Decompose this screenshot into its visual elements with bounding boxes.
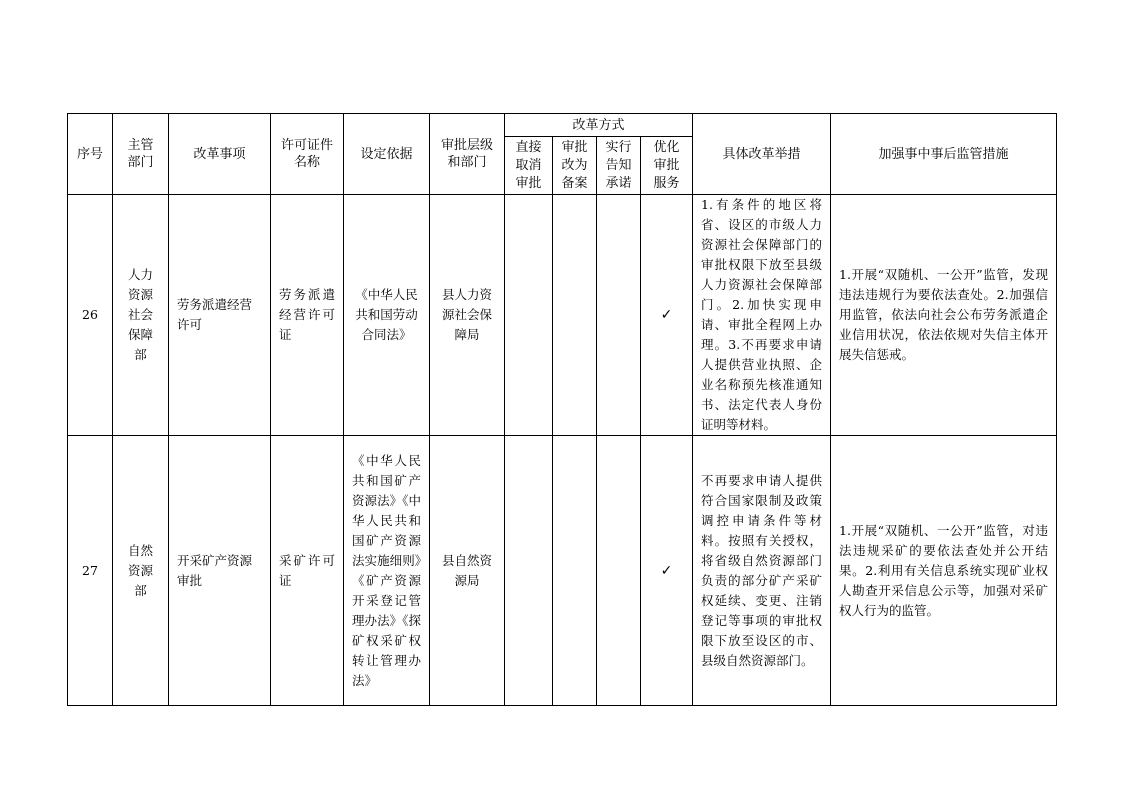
reform-table	[67, 113, 1057, 706]
row-measures: 不再要求申请人提供符合国家限制及政策调控申请条件等材料。按照有关授权，将省级自然资源部门负责的部分矿产采矿权延续、变更、注销登记等事项的审批权限下放至设区的市、县级自然资源部门。	[693, 436, 831, 706]
check-icon: ✓	[660, 562, 673, 579]
header-dept: 主管部门	[113, 114, 169, 195]
row-level: 县自然资源局	[430, 436, 505, 706]
row-supervision: 1.开展“双随机、一公开”监管，发现违法违规行为要依法查处。2.加强信用监管，依法向社会公布劳务派遣企业信用状况，依法依规对失信主体开展失信惩戒。	[831, 195, 1057, 436]
header-method-filing: 审批改为备案	[553, 137, 597, 195]
row-seq: 27	[68, 436, 113, 706]
header-item: 改革事项	[169, 114, 271, 195]
row-method-optimize	[641, 436, 693, 706]
row-supervision: 1.开展“双随机、一公开”监管，对违法违规采矿的要依法查处并公开结果。2.利用有关信息系统实现矿业权人勘查开采信息公示等，加强对采矿权人行为的监管。	[831, 436, 1057, 706]
row-method-cancel	[505, 436, 553, 706]
header-method-commitment: 实行告知承诺	[597, 137, 641, 195]
row-method-filing	[553, 436, 597, 706]
row-dept: 人力资源社会保障部	[113, 195, 169, 436]
check-icon: ✓	[660, 307, 673, 323]
header-method-optimize: 优化审批服务	[641, 137, 693, 195]
header-method-group: 改革方式	[505, 114, 693, 137]
header-level: 审批层级和部门	[430, 114, 505, 195]
row-method-cancel	[505, 195, 553, 436]
row-method-commitment	[597, 195, 641, 436]
row-license: 劳务派遣经营许可证	[271, 195, 344, 436]
row-item: 开采矿产资源审批	[169, 436, 271, 706]
row-item: 劳务派遣经营许可	[169, 195, 271, 436]
row-basis: 《中华人民共和国矿产资源法》《中华人民共和国矿产资源法实施细则》《矿产资源开采登记管理办法》《探矿权采矿权转让管理办法》	[344, 436, 430, 706]
row-method-filing	[553, 195, 597, 436]
header-method-cancel: 直接取消审批	[505, 137, 553, 195]
row-measures: 1.有条件的地区将省、设区的市级人力资源社会保障部门的审批权限下放至县级人力资源社会保障部门。2.加快实现申请、审批全程网上办理。3.不再要求申请人提供营业执照、企业名称预先核准通知书、法定代表人身份证明等材料。	[693, 195, 831, 436]
row-license: 采矿许可证	[271, 436, 344, 706]
row-dept: 自然资源部	[113, 436, 169, 706]
table-row	[68, 195, 1057, 436]
header-basis: 设定依据	[344, 114, 430, 195]
row-seq: 26	[68, 195, 113, 436]
header-seq: 序号	[68, 114, 113, 195]
table-row	[68, 436, 1057, 706]
header-supervision: 加强事中事后监管措施	[831, 114, 1057, 195]
header-license: 许可证件名称	[271, 114, 344, 195]
row-level: 县人力资源社会保障局	[430, 195, 505, 436]
row-basis: 《中华人民共和国劳动合同法》	[344, 195, 430, 436]
row-method-optimize	[641, 195, 693, 436]
row-method-commitment	[597, 436, 641, 706]
header-measures: 具体改革举措	[693, 114, 831, 195]
